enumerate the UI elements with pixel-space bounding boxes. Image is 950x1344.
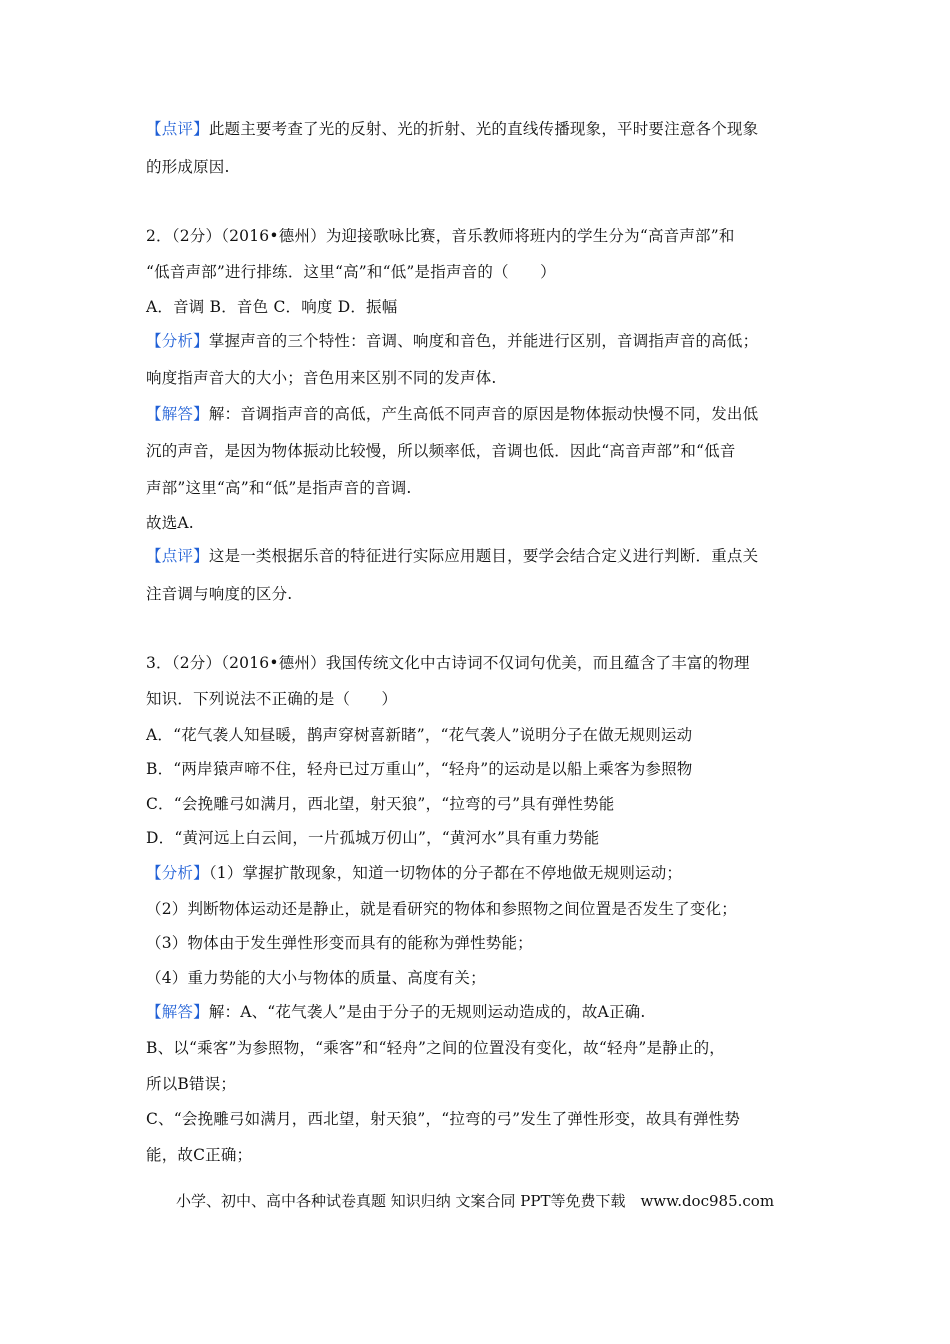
text-line: 注音调与响度的区分. [146, 585, 293, 603]
question-3-stem: 3．（2分）（2016•德州）我国传统文化中古诗词不仅词句优美，而且蕴含了丰富的物理 [146, 654, 750, 672]
answer-tag: 【解答】 [146, 405, 209, 423]
text-line: 【分析】（1）掌握扩散现象，知道一切物体的分子都在不停地做无规则运动； [146, 864, 683, 882]
text-line: 【点评】这是一类根据乐音的特征进行实际应用题目，要学会结合定义进行判断．重点关 [146, 547, 759, 565]
text-line: 【解答】解：音调指声音的高低，产生高低不同声音的原因是物体振动快慢不同，发出低 [146, 405, 759, 423]
answer-tag: 【解答】 [146, 1003, 209, 1021]
text-line: 的形成原因. [146, 158, 230, 176]
text-line: （4）重力势能的大小与物体的质量、高度有关； [146, 969, 486, 987]
question-2-stem: 2．（2分）（2016•德州）为迎接歌咏比赛，音乐教师将班内的学生分为“高音声部”和 [146, 227, 735, 245]
text-line: 故选A. [146, 514, 194, 532]
option-c: C．“会挽雕弓如满月，西北望，射天狼”，“拉弯的弓”具有弹性势能 [146, 795, 615, 813]
text-line: C、“会挽雕弓如满月，西北望，射天狼”，“拉弯的弓”发生了弹性形变，故具有弹性势 [146, 1110, 741, 1128]
text-line: 能，故C正确； [146, 1146, 253, 1164]
text-line: 【分析】掌握声音的三个特性：音调、响度和音色，并能进行区别，音调指声音的高低； [146, 332, 759, 350]
comment-tag: 【点评】 [146, 120, 209, 138]
page-footer: 小学、初中、高中各种试卷真题 知识归纳 文案合同 PPT等免费下载 www.doc985.com [175, 1192, 775, 1210]
text-line: 【解答】解：A、“花气袭人”是由于分子的无规则运动造成的，故A正确. [146, 1003, 646, 1021]
text-line: （2）判断物体运动还是静止，就是看研究的物体和参照物之间位置是否发生了变化； [146, 900, 737, 918]
analysis-tag: 【分析】 [146, 332, 209, 350]
text-line: 声部”这里“高”和“低”是指声音的音调. [146, 479, 412, 497]
option-d: D．“黄河远上白云间，一片孤城万仞山”，“黄河水”具有重力势能 [146, 829, 600, 847]
option-b: B．“两岸猿声啼不住，轻舟已过万重山”，“轻舟”的运动是以船上乘客为参照物 [146, 760, 693, 778]
option-a: A．“花气袭人知昼暖，鹊声穿树喜新睹”，“花气袭人”说明分子在做无规则运动 [146, 726, 693, 744]
text-line: B、以“乘客”为参照物，“乘客”和“轻舟”之间的位置没有变化，故“轻舟”是静止的， [146, 1039, 725, 1057]
text-line: （3）物体由于发生弹性形变而具有的能称为弹性势能； [146, 934, 533, 952]
text-line: 所以B错误； [146, 1075, 237, 1093]
comment-tag: 【点评】 [146, 547, 209, 565]
question-2-options: A．音调 B．音色 C．响度 D．振幅 [146, 298, 398, 316]
text-line: 【点评】此题主要考查了光的反射、光的折射、光的直线传播现象，平时要注意各个现象 [146, 120, 759, 138]
text-line: 响度指声音大的大小；音色用来区别不同的发声体. [146, 369, 497, 387]
text-line: “低音声部”进行排练．这里“高”和“低”是指声音的（ ） [146, 263, 556, 281]
analysis-tag: 【分析】 [146, 864, 209, 882]
text-line: 沉的声音，是因为物体振动比较慢，所以频率低，音调也低．因此“高音声部”和“低音 [146, 442, 736, 460]
text-line: 知识．下列说法不正确的是（ ） [146, 690, 398, 708]
